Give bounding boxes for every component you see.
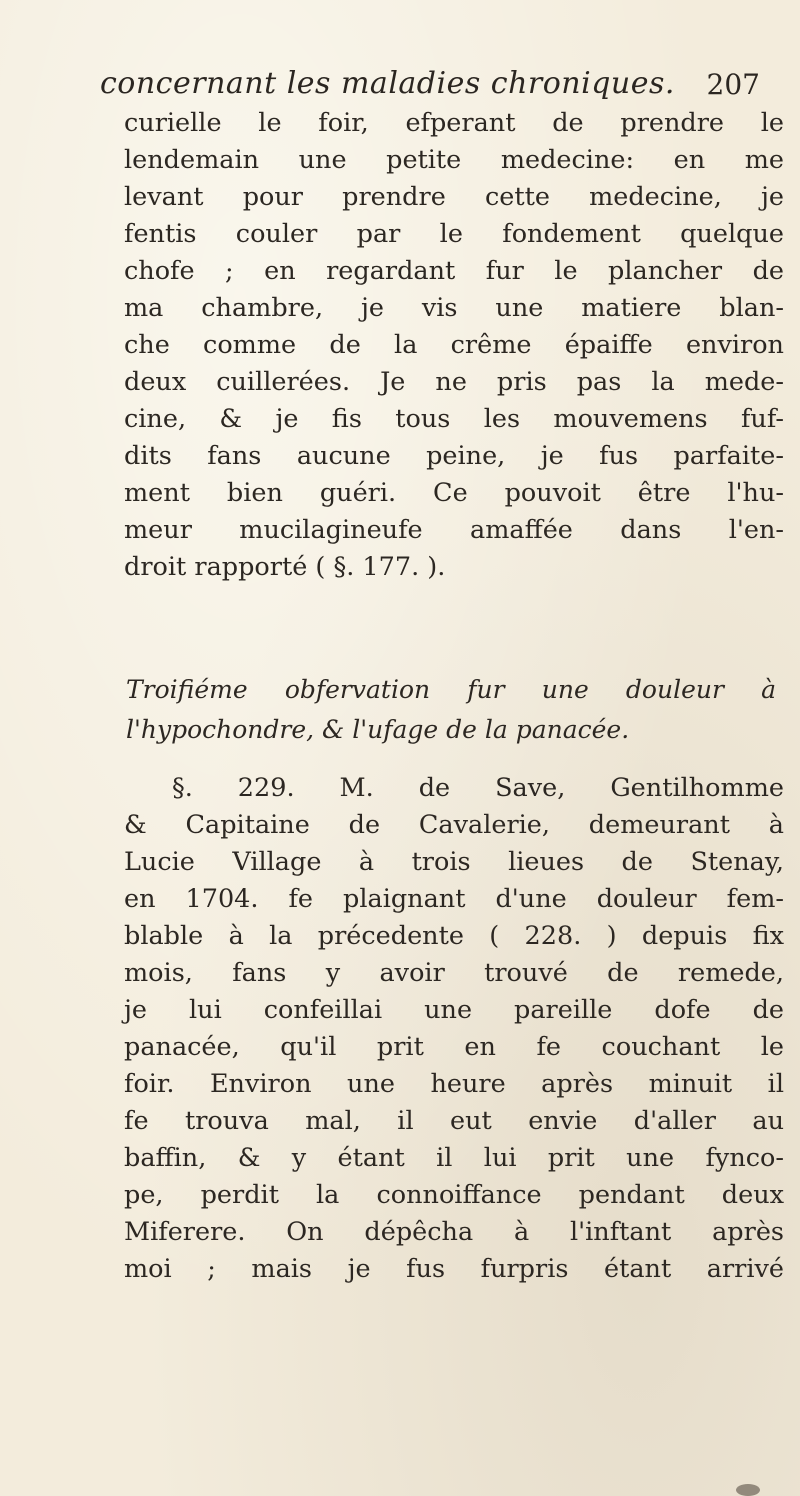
text-line: fentis couler par le fondement quelque bbox=[124, 219, 784, 249]
text-line: meur mucilagineufe amaffée dans l'en- bbox=[124, 515, 784, 545]
text-line: cine, & je fis tous les mouvemens fuf- bbox=[124, 404, 784, 434]
ink-smudge bbox=[736, 1484, 760, 1496]
text-line: Lucie Village à trois lieues de Stenay, bbox=[124, 847, 784, 877]
page-header bbox=[100, 66, 760, 110]
page-number: 207 bbox=[706, 68, 760, 101]
heading-line: Troifiéme obfervation fur une douleur à bbox=[126, 675, 776, 704]
text-line: blable à la précedente ( 228. ) depuis fix bbox=[124, 921, 784, 951]
text-line: chofe ; en regardant fur le plancher de bbox=[124, 256, 784, 286]
text-line: baffin, & y étant il lui prit une fynco- bbox=[124, 1143, 784, 1173]
text-line: §. 229. M. de Save, Gentilhomme bbox=[172, 773, 784, 803]
heading-line: l'hypochondre, & l'ufage de la panacée. bbox=[126, 715, 630, 744]
text-line: moi ; mais je fus furpris étant arrivé bbox=[124, 1254, 784, 1284]
text-line: droit rapporté ( §. 177. ). bbox=[124, 552, 446, 582]
text-line: deux cuillerées. Je ne pris pas la mede- bbox=[124, 367, 784, 397]
text-line: fe trouva mal, il eut envie d'aller au bbox=[124, 1106, 784, 1136]
paragraph-1 bbox=[124, 105, 784, 586]
text-line: ment bien guéri. Ce pouvoit être l'hu- bbox=[124, 478, 784, 508]
text-line: foir. Environ une heure après minuit il bbox=[124, 1069, 784, 1099]
text-line: lendemain une petite medecine: en me bbox=[124, 145, 784, 175]
text-line: Miferere. On dépêcha à l'inftant après bbox=[124, 1217, 784, 1247]
text-line: mois, fans y avoir trouvé de remede, bbox=[124, 958, 784, 988]
text-line: levant pour prendre cette medecine, je bbox=[124, 182, 784, 212]
text-line: che comme de la crême épaiffe environ bbox=[124, 330, 784, 360]
text-line: & Capitaine de Cavalerie, demeurant à bbox=[124, 810, 784, 840]
section-heading bbox=[126, 670, 776, 750]
text-line: curielle le foir, efperant de prendre le bbox=[124, 108, 784, 138]
text-line: je lui confeillai une pareille dofe de bbox=[124, 995, 784, 1025]
text-line: ma chambre, je vis une matiere blan- bbox=[124, 293, 784, 323]
paragraph-2 bbox=[124, 770, 784, 1288]
text-line: pe, perdit la connoiffance pendant deux bbox=[124, 1180, 784, 1210]
text-line: dits fans aucune peine, je fus parfaite- bbox=[124, 441, 784, 471]
text-line: panacée, qu'il prit en fe couchant le bbox=[124, 1032, 784, 1062]
running-head: concernant les maladies chroniques. bbox=[100, 66, 675, 101]
text-line: en 1704. fe plaignant d'une douleur fem- bbox=[124, 884, 784, 914]
